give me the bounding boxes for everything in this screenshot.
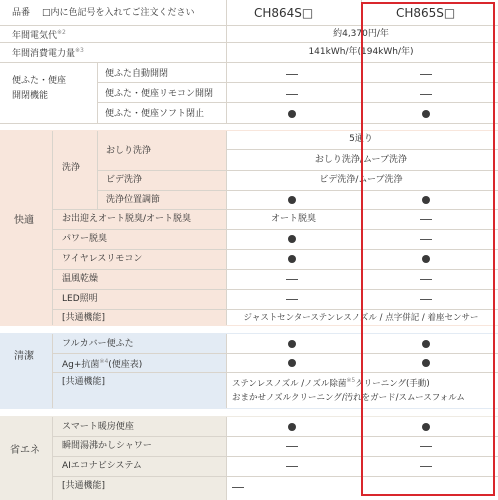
power-deodor-a — [288, 235, 296, 243]
comfort-section-title: 快適 — [14, 215, 34, 226]
eco-common-label: [共通機能] — [62, 481, 106, 491]
lid-auto-a — [286, 74, 298, 75]
instant-shower-label: 瞬間湯沸かしシャワー — [62, 441, 152, 451]
warm-air-label: 温風乾燥 — [62, 274, 99, 284]
lid-soft-a — [288, 110, 296, 118]
led-a — [286, 299, 298, 300]
wash-group-label: 洗浄 — [62, 163, 81, 173]
smart-seat-label: スマート暖房便座 — [62, 422, 134, 432]
bidet-value: ビデ洗浄/ムーブ洗浄 — [319, 175, 403, 185]
ag-label: Ag+抗菌$^{※4}$(便座表) — [62, 358, 143, 370]
lid-remote-a — [286, 94, 298, 95]
ag-a — [288, 359, 296, 367]
ai-eco-a — [286, 466, 298, 467]
clean-common-line1: ステンレスノズル /ノズル除菌$^{※5}$クリーニング(手動) — [232, 377, 430, 389]
eco-common-a — [232, 487, 244, 488]
comfort-common-value: ジャストセンターステンレスノズル / 点字併記 / 着座センサー — [243, 313, 479, 323]
full-cover-a — [288, 340, 296, 348]
position-label: 洗浄位置調節 — [106, 195, 161, 205]
bidet-label: ビデ洗浄 — [106, 175, 143, 185]
deodor-label: お出迎えオート脱臭/オート脱臭 — [62, 214, 192, 224]
clean-common-label: [共通機能] — [62, 377, 106, 387]
eco-section-title: 省エネ — [10, 445, 40, 456]
highlight-frame — [361, 2, 495, 496]
header-label: 品番 — [12, 8, 31, 18]
oshiri-label: おしり洗浄 — [106, 146, 152, 156]
row-power-value: 141kWh/年(194kWh/年) — [308, 47, 414, 57]
row-electricity-label: 年間電気代$^{※2}$ — [12, 29, 66, 41]
lid-group: 便ふた・便座 開閉機能 — [12, 76, 67, 102]
lid-remote-label: 便ふた・便座リモコン開閉 — [105, 89, 214, 99]
header-note: □内に色記号を入れてご注文ください — [42, 8, 195, 18]
model-a-title: CH864S□ — [254, 6, 314, 20]
smart-seat-a — [288, 423, 296, 431]
power-deodor-label: パワー脱臭 — [62, 234, 108, 244]
clean-common-line2: おまかせノズルクリーニング/汚れをガード/スムースフォルム — [232, 393, 465, 403]
oshiri-value-2: おしり洗浄/ムーブ洗浄 — [314, 155, 408, 165]
full-cover-label: フルカバー便ふた — [62, 339, 134, 349]
lid-auto-label: 便ふた自動開閉 — [105, 69, 169, 79]
position-a — [288, 196, 296, 204]
wireless-a — [288, 255, 296, 263]
clean-section-title: 清潔 — [14, 351, 34, 362]
ai-eco-label: AIエコナビシステム — [62, 461, 142, 471]
warm-air-a — [286, 279, 298, 280]
row-electricity-value: 約4,370円/年 — [333, 29, 389, 39]
comfort-common-label: [共通機能] — [62, 313, 106, 323]
model-b-title: CH865S□ — [396, 6, 456, 20]
lid-soft-label: 便ふた・便座ソフト閉止 — [105, 109, 205, 119]
led-label: LED照明 — [62, 294, 98, 304]
wireless-label: ワイヤレスリモコン — [62, 254, 143, 264]
row-power-label: 年間消費電力量$^{※3}$ — [12, 47, 84, 59]
instant-shower-a — [286, 446, 298, 447]
oshiri-value-1: 5通り — [349, 134, 373, 144]
deodor-a: オート脱臭 — [270, 214, 316, 224]
